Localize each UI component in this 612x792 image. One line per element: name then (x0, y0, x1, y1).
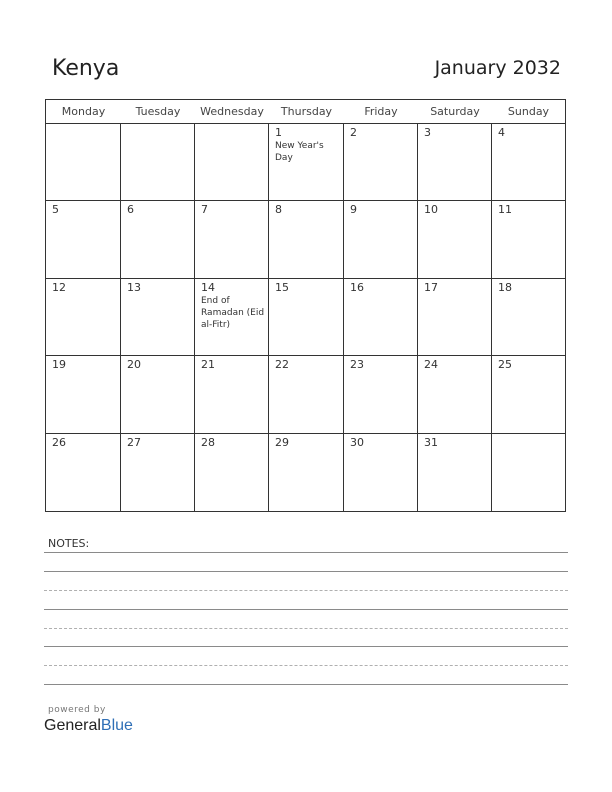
day-number: 26 (52, 436, 66, 449)
day-cell (269, 356, 343, 433)
note-line (44, 571, 568, 572)
month-year-title: January 2032 (434, 57, 561, 79)
day-number: 17 (424, 281, 438, 294)
country-title: Kenya (52, 56, 120, 81)
generalblue-logo[interactable] (44, 717, 133, 735)
day-cell (46, 356, 120, 433)
day-number: 18 (498, 281, 512, 294)
day-cell (344, 124, 417, 200)
day-cell (269, 124, 343, 200)
day-cell (492, 201, 564, 278)
weekday-header: Tuesday (135, 105, 181, 118)
weekday-header: Saturday (430, 105, 480, 118)
day-cell (46, 434, 120, 511)
day-cell (121, 279, 194, 355)
weekday-header: Thursday (280, 105, 333, 118)
day-number: 25 (498, 358, 512, 371)
holiday-event: New Year's Day (275, 141, 324, 163)
note-line (44, 684, 568, 685)
day-cell (195, 201, 268, 278)
day-cell (269, 201, 343, 278)
day-cell (195, 356, 268, 433)
day-number: 14 (201, 281, 215, 294)
day-number: 6 (127, 203, 134, 216)
day-number: 13 (127, 281, 141, 294)
day-cell (121, 201, 194, 278)
day-number: 29 (275, 436, 289, 449)
day-number: 10 (424, 203, 438, 216)
day-cell (121, 356, 194, 433)
day-number: 15 (275, 281, 289, 294)
day-number: 27 (127, 436, 141, 449)
day-number: 7 (201, 203, 208, 216)
holiday-event: End of Ramadan (Eid al-Fitr) (201, 296, 265, 330)
day-number: 8 (275, 203, 282, 216)
day-number: 22 (275, 358, 289, 371)
note-line (44, 665, 568, 666)
day-number: 3 (424, 126, 431, 139)
note-line (44, 552, 568, 553)
day-cell (344, 279, 417, 355)
day-cell (492, 124, 564, 200)
day-cell (344, 434, 417, 511)
day-number: 5 (52, 203, 59, 216)
day-cell (121, 434, 194, 511)
day-cell (418, 434, 491, 511)
day-number: 28 (201, 436, 215, 449)
day-cell (46, 279, 120, 355)
notes-label: NOTES: (48, 537, 90, 550)
weekday-header: Wednesday (200, 105, 264, 118)
day-cell (418, 356, 491, 433)
day-cell (492, 279, 564, 355)
day-cell (269, 434, 343, 511)
day-cell (269, 279, 343, 355)
day-cell (492, 356, 564, 433)
weekday-header: Friday (364, 105, 398, 118)
day-cell (344, 356, 417, 433)
day-cell (418, 201, 491, 278)
brand-general-text: General (44, 717, 101, 734)
day-number: 1 (275, 126, 282, 139)
day-cell (492, 434, 564, 511)
note-line (44, 590, 568, 591)
note-line (44, 646, 568, 647)
weekday-header: Monday (61, 105, 106, 118)
day-number: 21 (201, 358, 215, 371)
brand-blue-text: Blue (100, 717, 133, 734)
weekday-header: Sunday (507, 105, 550, 118)
day-number: 20 (127, 358, 141, 371)
day-number: 19 (52, 358, 66, 371)
day-cell (344, 201, 417, 278)
day-cell (195, 279, 268, 355)
day-cell (418, 279, 491, 355)
weekday-header-row (46, 100, 565, 124)
day-cell (195, 434, 268, 511)
day-number: 4 (498, 126, 505, 139)
calendar-grid (45, 99, 566, 512)
day-number: 12 (52, 281, 66, 294)
day-number: 30 (350, 436, 364, 449)
day-cell (46, 201, 120, 278)
note-line (44, 609, 568, 610)
day-cell (46, 124, 120, 200)
day-number: 2 (350, 126, 357, 139)
day-number: 23 (350, 358, 364, 371)
day-number: 16 (350, 281, 364, 294)
day-number: 9 (350, 203, 357, 216)
day-number: 11 (498, 203, 512, 216)
day-number: 24 (424, 358, 438, 371)
day-number: 31 (424, 436, 438, 449)
day-cell (121, 124, 194, 200)
powered-by-text: powered by (48, 705, 106, 715)
day-cell (195, 124, 268, 200)
day-cell (418, 124, 491, 200)
note-line (44, 628, 568, 629)
